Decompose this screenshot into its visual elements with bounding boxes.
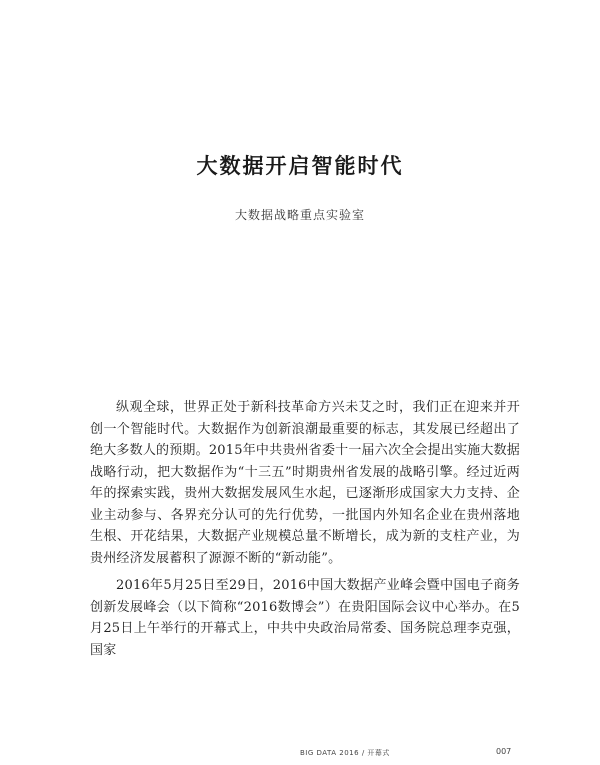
page-number: 007 — [496, 747, 512, 756]
paragraph: 2016年5月25日至29日，2016中国大数据产业峰会暨中国电子商务创新发展峰会（以下简称“2016数博会”）在贵阳国际会议中心举办。在5月25日上午举行的开幕式上，中共中央政治局常委、国务院总理李克强，国家 — [90, 578, 520, 658]
paragraph: 纵观全球，世界正处于新科技革命方兴未艾之时，我们正在迎来并开创一个智能时代。大数据作为创新浪潮最重要的标志，其发展已经超出了绝大多数人的预期。2015年中共贵州省委十一届六次全会提出实施大数据战略行动，把大数据作为“十三五”时期贵州省发展的战略引擎。经过近两年的探索实践，贵州大数据发展风生水起，已逐渐形成国家大力支持、企业主动参与、各界充分认可的先行优势，一批国内外知名企业在贵州落地生根、开花结果，大数据产业规模总量不断增长，成为新的支柱产业，为贵州经济发展蓄积了源源不断的“新动能”。 — [90, 400, 520, 566]
running-footer: BIG DATA 2016 / 开幕式 — [300, 749, 390, 757]
page-subtitle: 大数据战略重点实验室 — [234, 208, 365, 222]
page-title: 大数据开启智能时代 — [196, 154, 404, 178]
body-text — [90, 397, 520, 667]
